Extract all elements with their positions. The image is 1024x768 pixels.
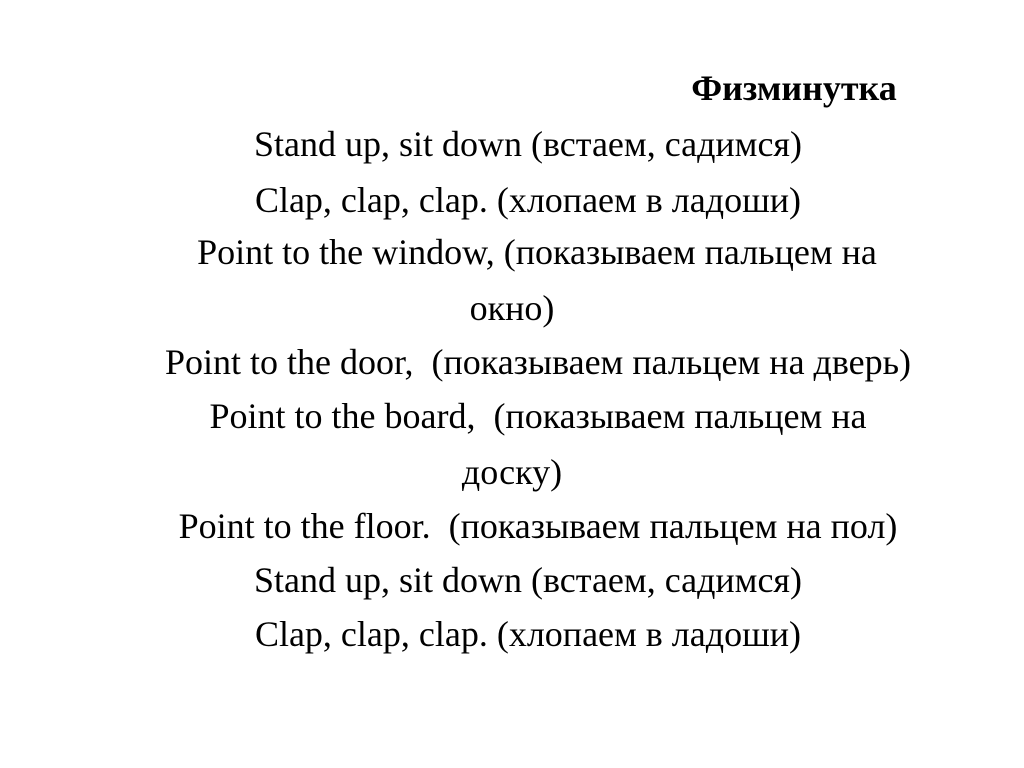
slide-title: Физминутка [691, 68, 897, 108]
text-line-2: Clap, clap, clap. (хлопаем в ладоши) [254, 180, 802, 220]
text-line-7: доску) [461, 452, 563, 492]
text-line-9: Stand up, sit down (встаем, садимся) [254, 560, 802, 600]
text-line-10: Clap, clap, clap. (хлопаем в ладоши) [254, 614, 802, 654]
text-line-8: Point to the floor. (показываем пальцем на пол) [178, 506, 898, 546]
text-line-6: Point to the board, (показываем пальцем на [209, 396, 867, 436]
text-line-3: Point to the window, (показываем пальцем на [197, 232, 877, 272]
text-line-1: Stand up, sit down (встаем, садимся) [254, 124, 802, 164]
text-line-5: Point to the door, (показываем пальцем на дверь) [164, 342, 912, 382]
text-line-4: окно) [469, 288, 555, 328]
